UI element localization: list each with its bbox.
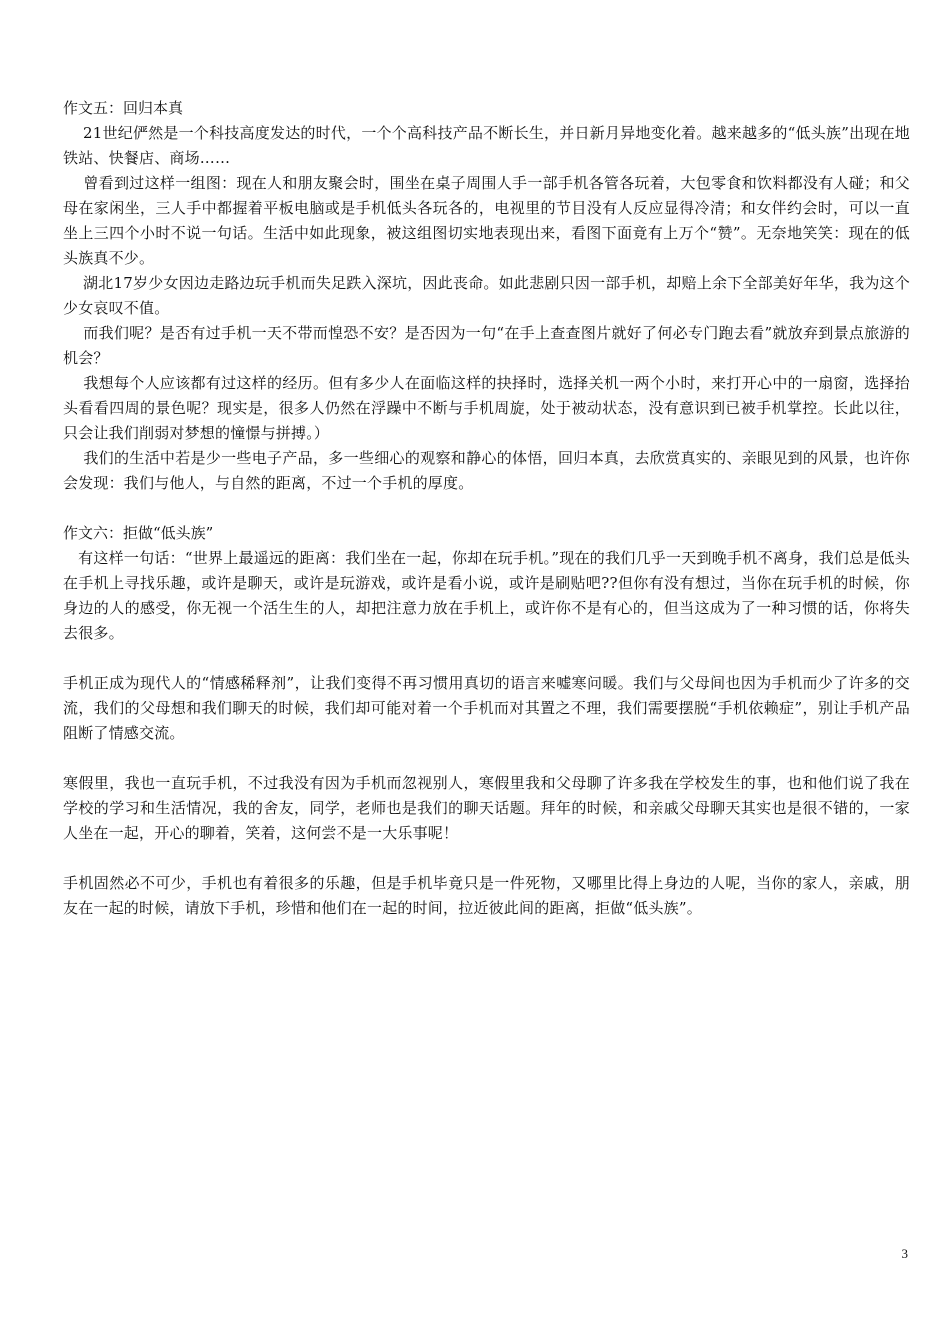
document-body: [63, 96, 910, 921]
paragraph-spacer: [63, 746, 910, 771]
essay6-paragraph-2: 手机正成为现代人的“情感稀释剂”，让我们变得不再习惯用真切的语言来嘘寒问暖。我们与父母间也因为手机而少了许多的交流，我们的父母想和我们聊天的时候，我们却可能对着一个手机而对其置之不理，我们需要摆脱“手机依赖症”，别让手机产品阻断了情感交流。: [63, 674, 910, 742]
essay6-paragraph-4: 手机固然必不可少，手机也有着很多的乐趣，但是手机毕竟只是一件死物，又哪里比得上身边的人呢，当你的家人，亲戚，朋友在一起的时候，请放下手机，珍惜和他们在一起的时间，拉近彼此间的距离，拒做“低头族”。: [63, 874, 910, 917]
paragraph-spacer: [63, 646, 910, 671]
essay5-paragraph-3: 湖北17岁少女因边走路边玩手机而失足跌入深坑，因此丧命。如此悲剧只因一部手机，却赔上余下全部美好年华，我为这个少女哀叹不值。: [63, 274, 910, 317]
essay6-paragraph-3: 寒假里，我也一直玩手机，不过我没有因为手机而忽视别人，寒假里我和父母聊了许多我在学校发生的事，也和他们说了我在学校的学习和生活情况，我的舍友，同学，老师也是我们的聊天话题。拜年的时候，和亲戚父母聊天其实也是很不错的，一家人坐在一起，开心的聊着，笑着，这何尝不是一大乐事呢！: [63, 774, 910, 842]
section-spacer: [63, 496, 910, 521]
essay5-paragraph-6: 我们的生活中若是少一些电子产品，多一些细心的观察和静心的体悟，回归本真，去欣赏真实的、亲眼见到的风景，也许你会发现：我们与他人，与自然的距离，不过一个手机的厚度。: [63, 449, 911, 492]
essay6-paragraph-1: 有这样一句话：“世界上最遥远的距离：我们坐在一起，你却在玩手机。”现在的我们几乎一天到晚手机不离身，我们总是低头在手机上寻找乐趣，或许是聊天，或许是玩游戏，或许是看小说，或许是刷贴吧??但你有没有想过，当你在玩手机的时候，你身边的人的感受，你无视一个活生生的人，却把注意力放在手机上，或许你不是有心的，但当这成为了一种习惯的话，你将失去很多。: [63, 549, 910, 642]
page-number: 3: [901, 1246, 908, 1261]
essay5-title: 作文五：回归本真: [63, 99, 184, 117]
essay5-paragraph-5: 我想每个人应该都有过这样的经历。但有多少人在面临这样的抉择时，选择关机一两个小时，来打开心中的一扇窗，选择抬头看看四周的景色呢？现实是，很多人仍然在浮躁中不断与手机周旋，处于被动状态，没有意识到已被手机掌控。长此以往，只会让我们削弱对梦想的憧憬与拼搏。）: [63, 374, 911, 442]
essay6-title: 作文六：拒做“低头族”: [63, 524, 214, 542]
essay5-paragraph-1: 21世纪俨然是一个科技高度发达的时代，一个个高科技产品不断长生，并日新月异地变化着。越来越多的“低头族”出现在地铁站、快餐店、商场……: [63, 124, 910, 167]
essay5-paragraph-2: 曾看到过这样一组图：现在人和朋友聚会时，围坐在桌子周围人手一部手机各管各玩着，大包零食和饮料都没有人碰；和父母在家闲坐，三人手中都握着平板电脑或是手机低头各玩各的，电视里的节目没有人反应显得冷清；和女伴约会时，可以一直坐上三四个小时不说一句话。生活中如此现象，被这组图切实地表现出来，看图下面竟有上万个“赞”。无奈地笑笑：现在的低头族真不少。: [63, 174, 911, 267]
essay5-paragraph-4: 而我们呢？是否有过手机一天不带而惶恐不安？是否因为一句“在手上查查图片就好了何必专门跑去看”就放弃到景点旅游的机会？: [63, 324, 911, 367]
paragraph-spacer: [63, 846, 910, 871]
